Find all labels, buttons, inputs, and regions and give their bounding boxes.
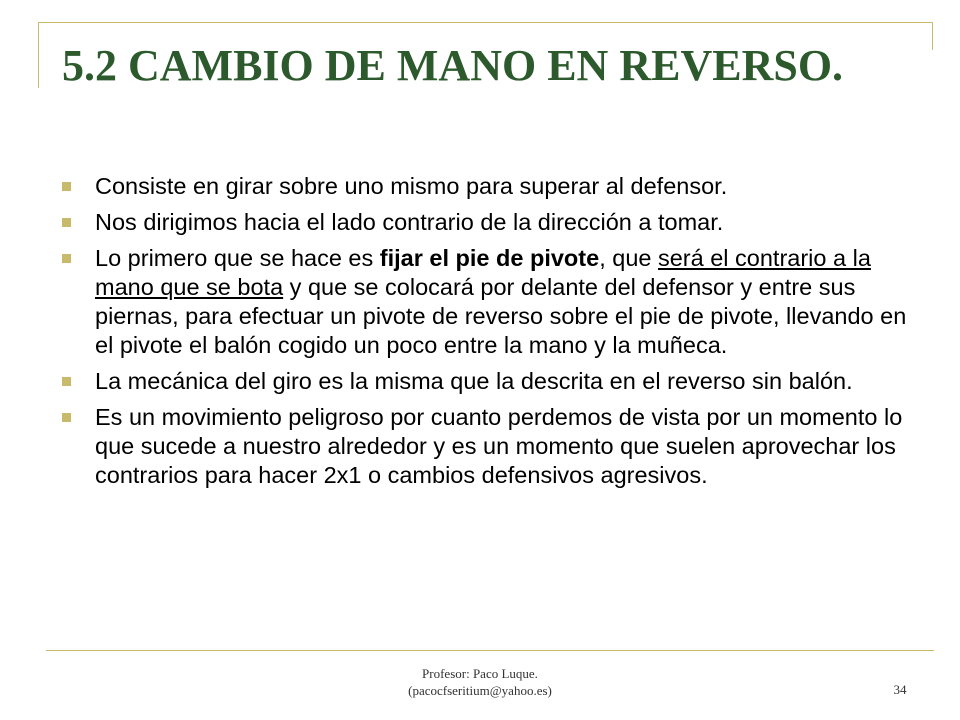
bullet-underlined-text: será el contrario a la mano que se bota xyxy=(95,245,871,300)
bullet-item xyxy=(62,403,912,490)
top-rule xyxy=(38,22,933,23)
bullet-text: Nos dirigimos hacia el lado contrario de la dirección a tomar. xyxy=(95,209,724,235)
left-rule xyxy=(38,22,39,88)
slide-title: 5.2 CAMBIO DE MANO EN REVERSO. xyxy=(62,41,844,90)
bullet-item xyxy=(62,244,912,360)
square-bullet-icon xyxy=(62,377,71,386)
square-bullet-icon xyxy=(62,254,71,263)
bullet-text: y que se colocará por delante del defensor y entre sus piernas, para efectuar un pivote de reverso sobre el pie de pivote, llevando en el pivote el balón cogido un poco entre la mano y la muñeca. xyxy=(95,274,907,358)
bullet-item xyxy=(62,172,912,201)
square-bullet-icon xyxy=(62,218,71,227)
bullet-item xyxy=(62,208,912,237)
bullet-text: Lo primero que se hace es xyxy=(95,245,380,271)
square-bullet-icon xyxy=(62,182,71,191)
bottom-rule xyxy=(46,650,934,651)
page-number: 34 xyxy=(893,682,907,697)
bullet-bold-text: fijar el pie de pivote xyxy=(379,245,600,271)
right-rule xyxy=(932,22,933,50)
footer-author: Profesor: Paco Luque. xyxy=(422,666,538,681)
bullet-item xyxy=(62,367,912,396)
bullet-text: , que xyxy=(599,245,658,271)
footer xyxy=(330,665,630,699)
bullet-text: La mecánica del giro es la misma que la descrita en el reverso sin balón. xyxy=(95,368,853,394)
bullet-text: Es un movimiento peligroso por cuanto perdemos de vista por un momento lo que sucede a nuestro alrededor y es un momento que suelen aprovechar los contrarios para hacer 2x1 o cambios defensivos agresivos. xyxy=(95,404,903,488)
bullet-text: Consiste en girar sobre uno mismo para superar al defensor. xyxy=(95,173,728,199)
footer-email: (pacocfseritium@yahoo.es) xyxy=(408,683,552,698)
bullet-list xyxy=(62,172,912,497)
square-bullet-icon xyxy=(62,413,71,422)
